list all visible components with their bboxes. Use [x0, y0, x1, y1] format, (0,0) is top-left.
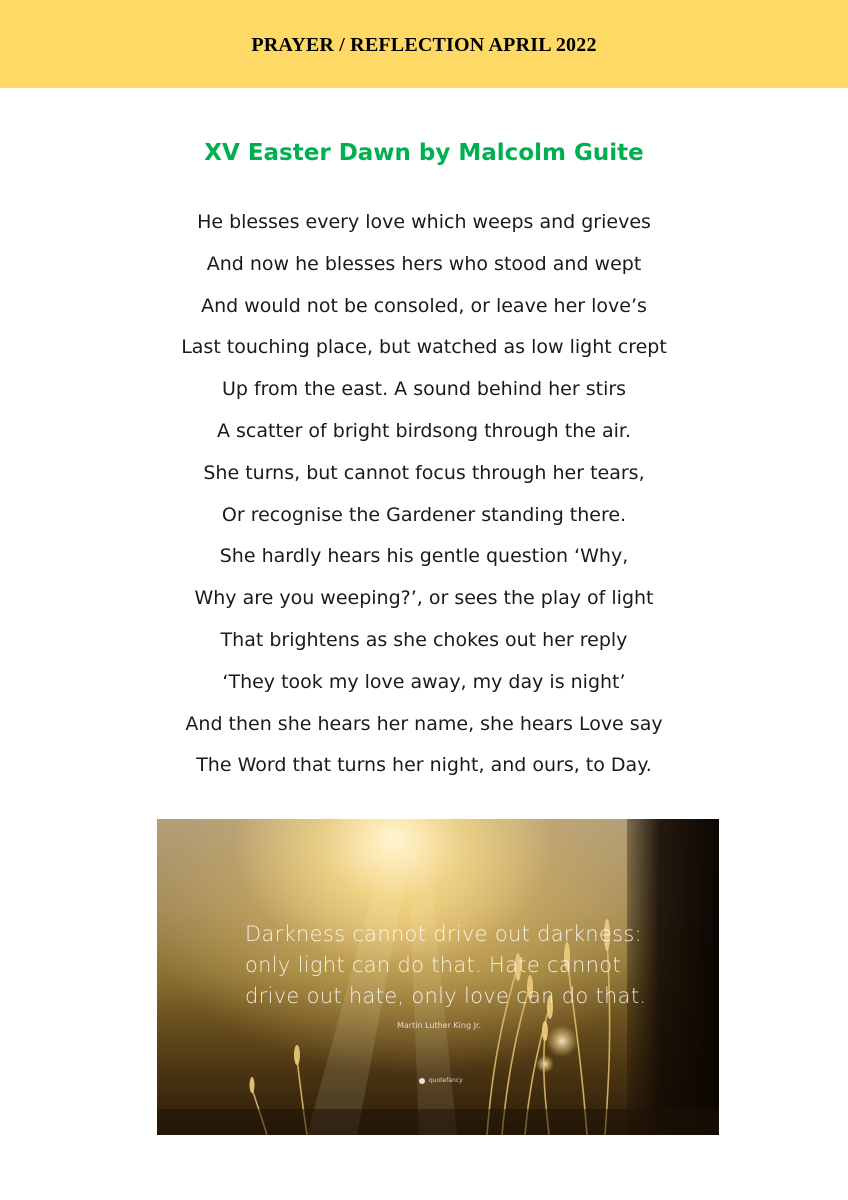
poem-line: And would not be consoled, or leave her love’s — [201, 294, 647, 317]
poem-line: Last touching place, but watched as low light crept — [181, 336, 667, 359]
watermark-text: quotefancy — [428, 1077, 463, 1084]
header-band — [0, 0, 848, 88]
poem-line: And now he blesses hers who stood and wept — [206, 252, 642, 275]
quote-line: only light can do that. Hate cannot — [245, 953, 621, 977]
poem-line: Why are you weeping?’, or sees the play of light — [194, 587, 654, 610]
poem-title: XV Easter Dawn by Malcolm Guite — [204, 140, 644, 166]
poem-line: And then she hears her name, she hears Love say — [185, 712, 663, 735]
page-title: PRAYER / REFLECTION APRIL 2022 — [251, 34, 597, 56]
quote-text — [245, 919, 665, 1012]
quotefancy-logo-icon — [419, 1078, 425, 1084]
quote-author: Martin Luther King Jr. — [397, 1021, 482, 1030]
quote-line: drive out hate, only love can do that. — [245, 984, 647, 1008]
poem-line: ‘They took my love away, my day is night’ — [222, 670, 626, 693]
poem-line: Up from the east. A sound behind her stirs — [221, 378, 627, 401]
poem-line: The Word that turns her night, and ours, to Day. — [196, 754, 652, 777]
poem-line: He blesses every love which weeps and grieves — [197, 211, 651, 233]
poem-line: Or recognise the Gardener standing there. — [221, 503, 627, 526]
quote-line: Darkness cannot drive out darkness: — [245, 922, 642, 946]
poem-line: She turns, but cannot focus through her tears, — [203, 461, 645, 484]
poem-line: A scatter of bright birdsong through the air. — [216, 419, 632, 442]
quote-image — [157, 819, 719, 1135]
watermark — [419, 1077, 463, 1084]
poem-line: That brightens as she chokes out her reply — [220, 628, 628, 651]
poem-body — [0, 205, 848, 790]
poem-line: She hardly hears his gentle question ‘Why, — [219, 545, 629, 568]
